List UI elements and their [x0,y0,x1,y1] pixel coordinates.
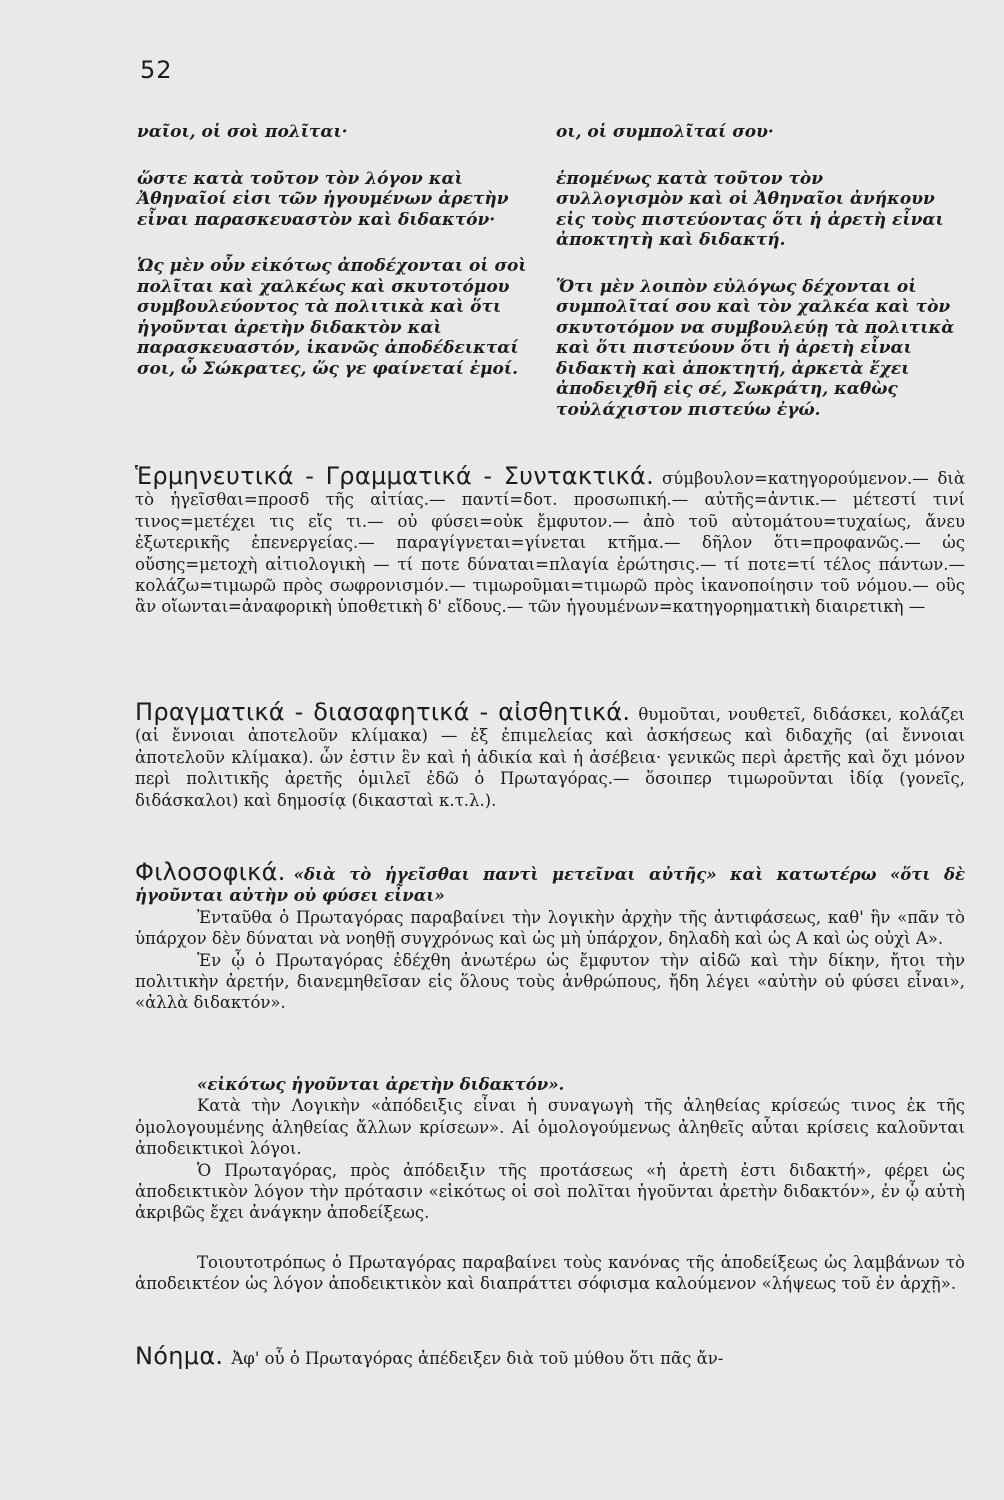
section-paragraph: Ἐν ᾧ ὁ Πρωταγόρας ἐδέχθη ἀνωτέρω ὡς ἔμφυτον τὴν αἰδῶ καὶ τὴν δίκην, ἤτοι τὴν πολιτικὴν ἀρετήν, διανεμηθεῖσαν εἰς ὅλους τοὺς ἀνθρώπους, ἤδη λέγει «αὐτὴν οὐ φύσει εἶναι», «ἀλλὰ διδακτόν». [135,950,965,1013]
section-text: Ἀφ' οὗ ὁ Πρωταγόρας ἀπέδειξεν διὰ τοῦ μύθου ὅτι πᾶς ἄν- [231,1349,724,1368]
left-column-paragraph: ὥστε κατὰ τοῦτον τὸν λόγον καὶ Ἀθηναῖοί εἰσι τῶν ἡγουμένων ἀρετὴν εἶναι παρασκευαστὸν καὶ διδακτόν· [137,168,509,230]
left-column-paragraph: Ὡς μὲν οὖν εἰκότως ἀποδέχονται οἱ σοὶ πολῖται καὶ χαλκέως καὶ σκυτοτόμου συμβουλεύοντος τὰ πολιτικὰ καὶ ὅτι ἡγοῦνται ἀρετὴν διδακτὸν καὶ παρασκευαστόν, ἱκανῶς ἀποδέδεικταί σοι, ὦ Σώκρατες, ὥς γε φαίνεταί ἐμοί. [137,256,527,379]
section-meaning [135,1342,965,1370]
section-paragraph: Ὁ Πρωταγόρας, πρὸς ἀπόδειξιν τῆς προτάσεως «ἡ ἀρετὴ ἐστι διδακτή», φέρει ὡς ἀποδεικτικὸν λόγον τὴν πρότασιν «εἰκότως οἱ σοὶ πολῖται ἡγοῦνται ἀρετὴν διδακτόν», ἐν ᾧ αὐτὴ ἀκριβῶς ἔχει ἀνάγκην ἀποδείξεως. [135,1160,965,1223]
right-column-line: οι, οἱ συμπολῖταί σου· [556,122,774,142]
section-paragraph: Ἐνταῦθα ὁ Πρωταγόρας παραβαίνει τὴν λογικὴν ἀρχὴν τῆς ἀντιφάσεως, καθ' ἣν «πᾶν τὸ ὑπάρχον δὲν δύναται νὰ νοηθῇ συγχρόνως καὶ ὡς μὴ ὑπάρχον, δηλαδὴ καὶ ὡς Α καὶ ὡς οὐχὶ Α». [135,907,965,949]
section-heading: Ἑρμηνευτικά - Γραμματικά - Συντακτικά. [135,462,655,490]
section-factual [135,698,965,811]
left-column-greek-original [137,122,527,379]
section-grammar [135,462,966,618]
section-text: θυμοῦται, νουθετεῖ, διδάσκει, κολάζει (αἱ ἔννοιαι ἀποτελοῦν κλίμακα) — ἐξ ἐπιμελείας καὶ ἀσκήσεως καὶ διδαχῆς (αἱ ἔννοιαι ἀποτελοῦν κλίμακα). ὧν ἐστιν ἓν καὶ ἡ ἀδικία καὶ ἡ ἀσέβεια· γενικῶς περὶ ἀρετῆς καὶ ὄχι μόνον περὶ πολιτικῆς ἀρετῆς ὁμιλεῖ ἐδῶ ὁ Πρωταγόρας.— ὅσοιπερ τιμωροῦνται ἰδίᾳ (γονεῖς, διδάσκαλοι) καὶ δημοσίᾳ (δικασταὶ κ.τ.λ.). [135,705,965,810]
right-column-paragraph: ἑπομένως κατὰ τοῦτον τὸν συλλογισμὸν καὶ οἱ Ἀθηναῖοι ἀνήκουν εἰς τοὺς πιστεύοντας ὅτι ἡ ἀρετὴ εἶναι ἀποκτητὴ καὶ διδακτή. [556,168,944,250]
section-paragraph: Κατὰ τὴν Λογικὴν «ἀπόδειξις εἶναι ἡ συναγωγὴ τῆς ἀληθείας κρίσεώς τινος ἐκ τῆς ὁμολογουμένης ἀληθείας ἄλλων κρίσεων». Αἱ ὁμολογούμενως ἀληθεῖς αὗται κρίσεις καλοῦνται ἀποδεικτικοὶ λόγοι. [135,1096,965,1159]
page-number: 52 [140,56,173,84]
section-heading: Φιλοσοφικά. [135,858,286,886]
section-conclusion [135,1252,965,1295]
section-logic [135,1074,965,1224]
right-column-paragraph: Ὅτι μὲν λοιπὸν εὐλόγως δέχονται οἱ συμπολῖταί σου καὶ τὸν χαλκέα καὶ τὸν σκυτοτόμον να συμβουλεύῃ τὰ πολιτικὰ καὶ ὅτι πιστεύουν ὅτι ἡ ἀρετὴ εἶναι διδακτὴ καὶ ἀποκτητή, ἀρκετὰ ἔχει ἀποδειχθῆ εἰς σέ, Σωκράτη, καθὼς τοὐλάχιστον πιστεύω ἐγώ. [556,276,955,420]
section-philosophical [135,858,965,1014]
section-heading: Πραγματικά - διασαφητικά - αἰσθητικά. [135,698,631,726]
section-paragraph: Τοιουτοτρόπως ὁ Πρωταγόρας παραβαίνει τοὺς κανόνας τῆς ἀποδείξεως ὡς λαμβάνων τὸ ἀποδεικτέον ὡς λόγον ἀποδεικτικὸν καὶ διαπράττει σόφισμα καλούμενον «λήψεως τοῦ ἐν ἀρχῇ». [135,1253,965,1294]
section-heading: Νόημα. [135,1342,224,1370]
right-column-translation [556,122,956,420]
section-text: «διὰ τὸ ἡγεῖσθαι παντὶ μετεῖναι αὐτῆς» καὶ κατωτέρω «ὅτι δὲ ἡγοῦνται αὐτὴν οὐ φύσει εἶναι» [135,865,965,906]
section-text: σύμβουλον=κατηγορούμενον.— διὰ τὸ ἡγεῖσθαι=προσδ τῆς αἰτίας.— παντί=δοτ. προσωπική.— αὐτῆς=ἀντικ.— μέτεστί τινί τινος=μετέχει τις εἴς τι.— οὐ φύσει=οὐκ ἔμφυτον.— ἀπὸ τοῦ αὐτομάτου=τυχαίως, ἄνευ ἐξωτερικῆς ἐπενεργείας.— παραγίγνεται=γίνεται κτῆμα.— δῆλον ὅτι=προφανῶς.— ὡς οὔσης=μετοχὴ αἰτιολογικὴ — τί ποτε δύναται=πλαγία ἐρώτησις.— τί ποτε=τί τέλος πάντων.— κολάζω=τιμωρῶ πρὸς σωφρονισμόν.— τιμωροῦμαι=τιμωρῶ πρὸς ἱκανοποίησιν τοῦ νόμου.— οὓς ἂν οἴωνται=ἀναφορικὴ ὑποθετικὴ δ' εἴδους.— τῶν ἡγουμένων=κατηγορηματικὴ διαιρετικὴ — [135,469,966,617]
section-subtitle: «εἰκότως ἡγοῦνται ἀρετὴν διδακτόν». [197,1075,565,1094]
left-column-line: ναῖοι, οἱ σοὶ πολῖται· [137,122,348,142]
